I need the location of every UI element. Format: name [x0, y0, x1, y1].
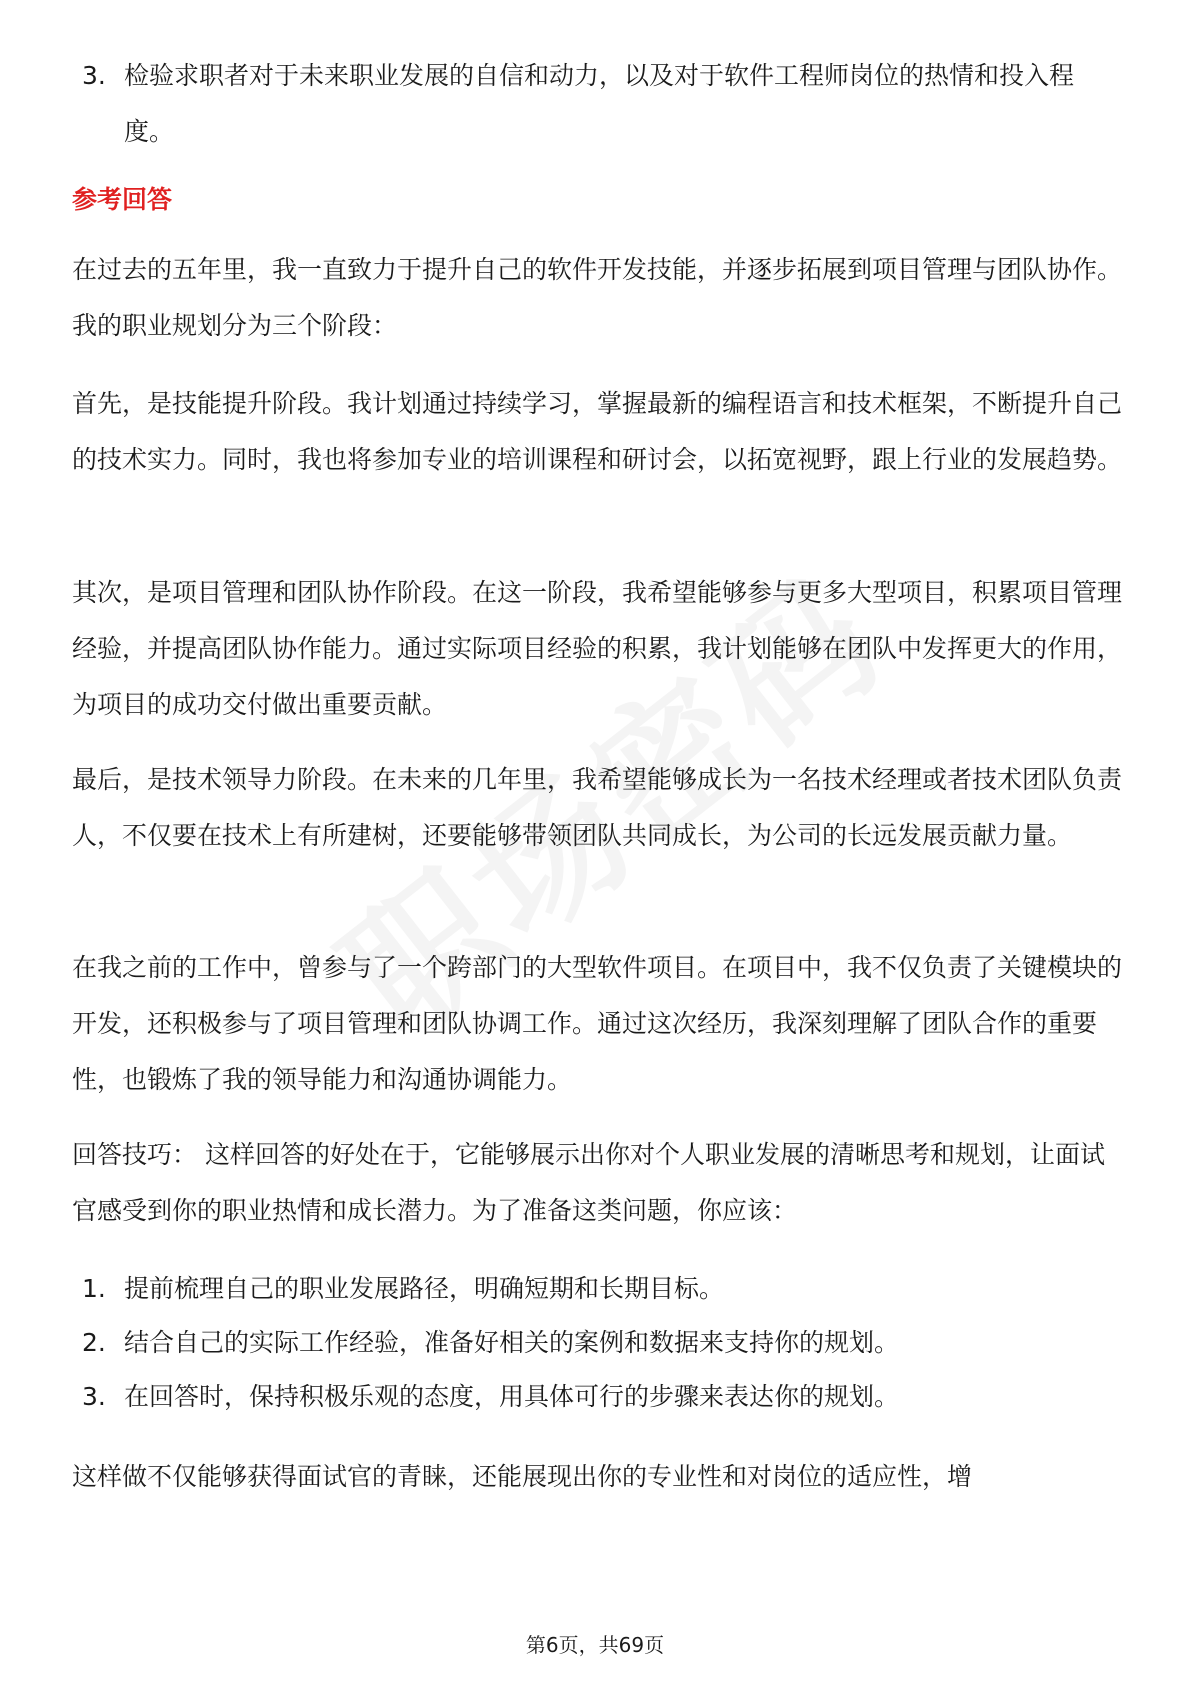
- list-number: 2.: [82, 1328, 106, 1357]
- paragraph-3: 其次，是项目管理和团队协作阶段。在这一阶段，我希望能够参与更多大型项目，积累项目管理经验，并提高团队协作能力。通过实际项目经验的积累，我计划能够在团队中发挥更大的作用，为项目的成功交付做出重要贡献。: [72, 578, 1123, 719]
- list-number: 3.: [82, 61, 106, 90]
- list-text: 在回答时，保持积极乐观的态度，用具体可行的步骤来表达你的规划。: [124, 1382, 900, 1411]
- page-footer: 第6页，共69页: [525, 1633, 665, 1657]
- paragraph-4: 最后，是技术领导力阶段。在未来的几年里，我希望能够成长为一名技术经理或者技术团队负责人，不仅要在技术上有所建树，还要能够带领团队共同成长，为公司的长远发展贡献力量。: [72, 765, 1123, 850]
- tips-list-item-1: [82, 1261, 1122, 1317]
- paragraph-1: 在过去的五年里，我一直致力于提升自己的软件开发技能，并逐步拓展到项目管理与团队协作。我的职业规划分为三个阶段：: [72, 255, 1123, 340]
- answer-heading: 参考回答: [72, 185, 173, 214]
- tips-list-item-2: [82, 1315, 1122, 1371]
- list-number: 3.: [82, 1382, 106, 1411]
- list-text: 结合自己的实际工作经验，准备好相关的案例和数据来支持你的规划。: [124, 1328, 900, 1357]
- list-number: 1.: [82, 1274, 106, 1303]
- closing-paragraph: 这样做不仅能够获得面试官的青睐，还能展现出你的专业性和对岗位的适应性，增: [72, 1462, 973, 1491]
- paragraph-tips-intro: 回答技巧： 这样回答的好处在于，它能够展示出你对个人职业发展的清晰思考和规划，让面试官感受到你的职业热情和成长潜力。为了准备这类问题，你应该：: [72, 1140, 1105, 1225]
- list-text: 检验求职者对于未来职业发展的自信和动力，以及对于软件工程师岗位的热情和投入程度。: [124, 61, 1075, 146]
- paragraph-2: 首先，是技能提升阶段。我计划通过持续学习，掌握最新的编程语言和技术框架，不断提升自己的技术实力。同时，我也将参加专业的培训课程和研讨会，以拓宽视野，跟上行业的发展趋势。: [72, 389, 1123, 474]
- paragraph-5: 在我之前的工作中，曾参与了一个跨部门的大型软件项目。在项目中，我不仅负责了关键模块的开发，还积极参与了项目管理和团队协调工作。通过这次经历，我深刻理解了团队合作的重要性，也锻炼了我的领导能力和沟通协调能力。: [72, 953, 1123, 1094]
- tips-list-item-3: [82, 1369, 1122, 1425]
- list-text: 提前梳理自己的职业发展路径，明确短期和长期目标。: [124, 1274, 725, 1303]
- intro-list-item: [82, 48, 1122, 160]
